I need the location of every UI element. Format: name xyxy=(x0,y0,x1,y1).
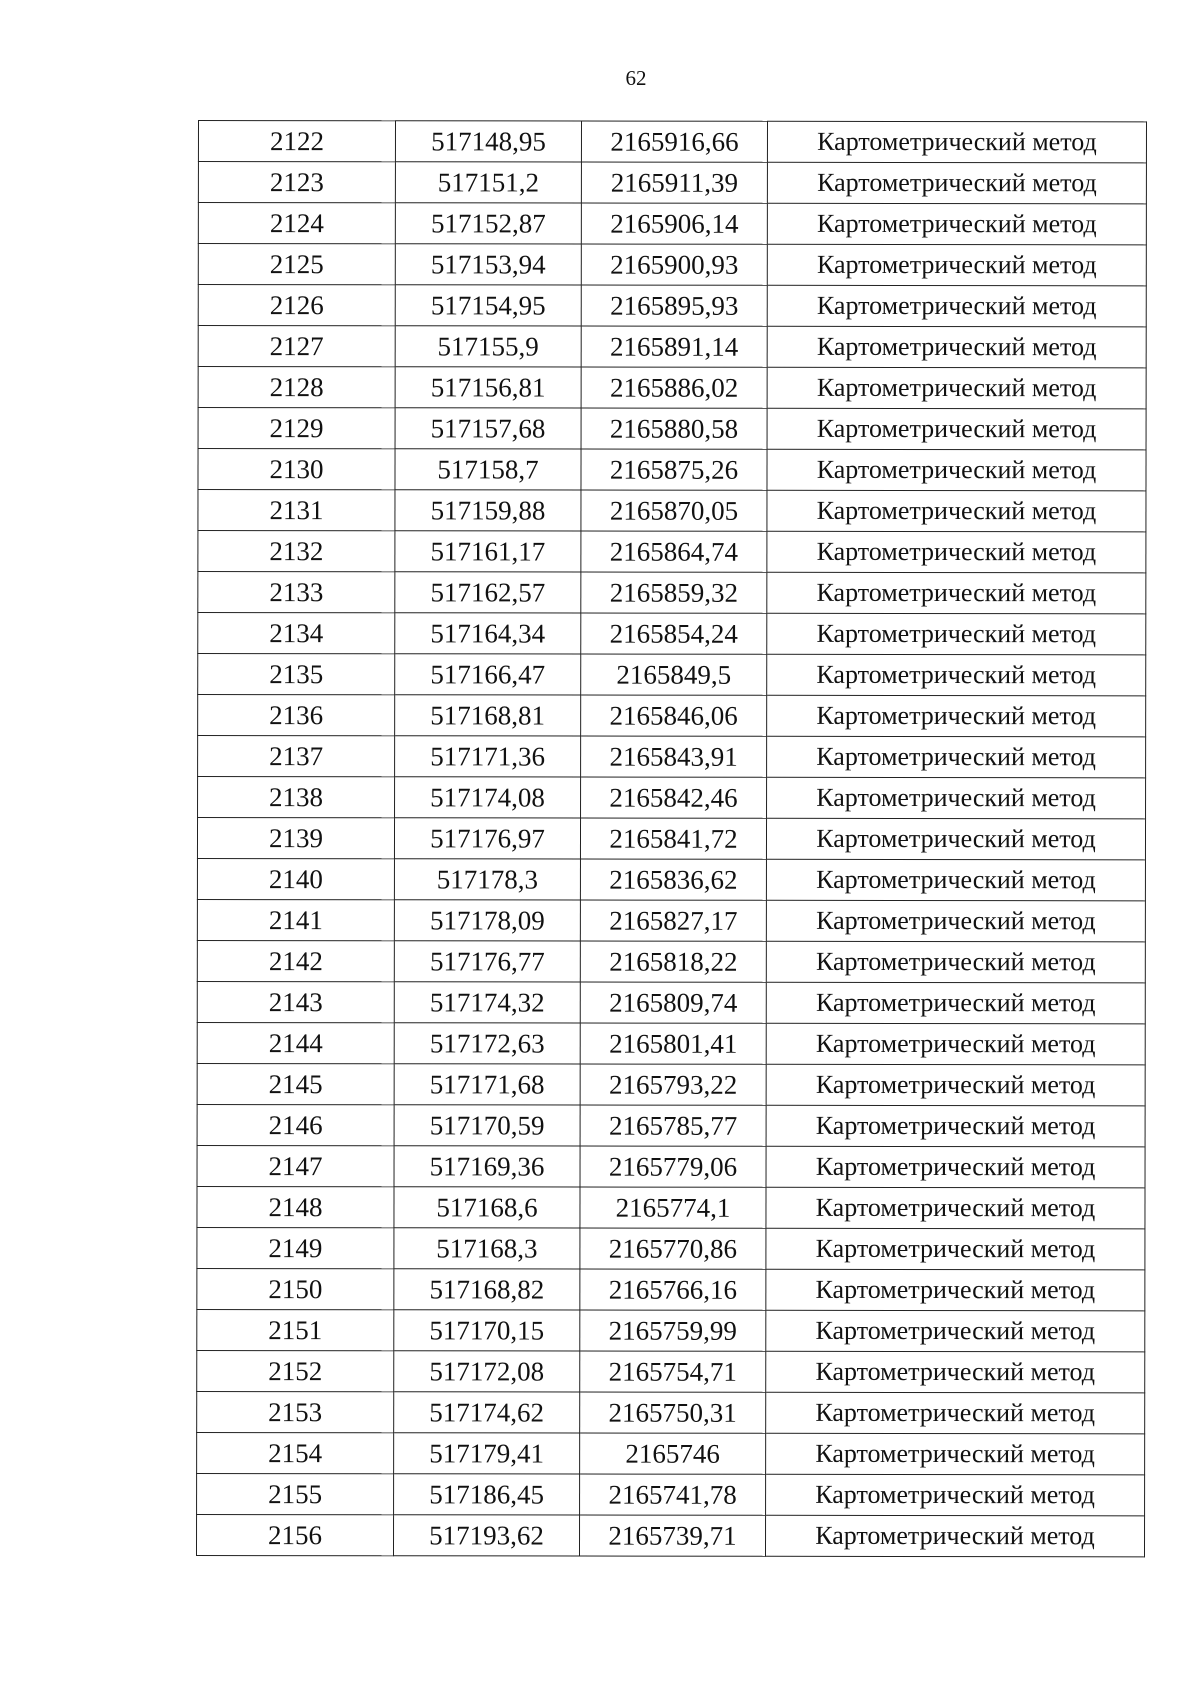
method-cell: Картометрический метод xyxy=(766,1269,1145,1311)
table-row xyxy=(197,1022,1145,1064)
table-row xyxy=(197,1309,1145,1351)
x-coordinate-cell: 517161,17 xyxy=(395,531,581,572)
point-number-cell: 2133 xyxy=(198,572,395,613)
table-row xyxy=(198,449,1146,491)
x-coordinate-cell: 517168,82 xyxy=(394,1269,580,1310)
point-number-cell: 2146 xyxy=(197,1104,394,1145)
y-coordinate-cell: 2165886,02 xyxy=(581,367,767,408)
y-coordinate-cell: 2165911,39 xyxy=(581,162,767,203)
table-row xyxy=(198,613,1146,655)
table-row xyxy=(198,285,1146,327)
method-cell: Картометрический метод xyxy=(766,1105,1145,1147)
coordinates-table-body xyxy=(196,121,1146,1557)
method-cell: Картометрический метод xyxy=(766,941,1145,983)
point-number-cell: 2142 xyxy=(197,940,394,981)
table-row xyxy=(197,940,1145,982)
method-cell: Картометрический метод xyxy=(767,121,1146,163)
point-number-cell: 2141 xyxy=(197,899,394,940)
method-cell: Картометрический метод xyxy=(767,613,1146,655)
x-coordinate-cell: 517172,63 xyxy=(394,1023,580,1064)
x-coordinate-cell: 517159,88 xyxy=(395,490,581,531)
method-cell: Картометрический метод xyxy=(767,777,1146,819)
y-coordinate-cell: 2165842,46 xyxy=(581,777,767,818)
table-row xyxy=(198,326,1146,368)
point-number-cell: 2137 xyxy=(198,736,395,777)
point-number-cell: 2144 xyxy=(197,1022,394,1063)
table-row xyxy=(198,367,1146,409)
table-row xyxy=(198,695,1146,737)
point-number-cell: 2126 xyxy=(198,285,395,326)
point-number-cell: 2125 xyxy=(198,244,395,285)
table-row xyxy=(198,490,1146,532)
point-number-cell: 2138 xyxy=(198,777,395,818)
method-cell: Картометрический метод xyxy=(766,1433,1145,1475)
y-coordinate-cell: 2165859,32 xyxy=(581,572,767,613)
table-row xyxy=(197,859,1145,901)
method-cell: Картометрический метод xyxy=(766,818,1145,860)
y-coordinate-cell: 2165841,72 xyxy=(580,818,766,859)
y-coordinate-cell: 2165875,26 xyxy=(581,449,767,490)
table-row xyxy=(198,736,1146,778)
x-coordinate-cell: 517170,59 xyxy=(394,1105,580,1146)
table-row xyxy=(198,203,1146,245)
y-coordinate-cell: 2165895,93 xyxy=(581,285,767,326)
table-row xyxy=(197,1391,1145,1433)
x-coordinate-cell: 517156,81 xyxy=(395,367,581,408)
y-coordinate-cell: 2165809,74 xyxy=(580,982,766,1023)
x-coordinate-cell: 517162,57 xyxy=(395,572,581,613)
x-coordinate-cell: 517164,34 xyxy=(395,613,581,654)
point-number-cell: 2136 xyxy=(198,695,395,736)
point-number-cell: 2127 xyxy=(198,326,395,367)
x-coordinate-cell: 517174,32 xyxy=(394,982,580,1023)
method-cell: Картометрический метод xyxy=(767,572,1146,614)
method-cell: Картометрический метод xyxy=(767,203,1146,245)
y-coordinate-cell: 2165864,74 xyxy=(581,531,767,572)
x-coordinate-cell: 517151,2 xyxy=(395,162,581,203)
table-row xyxy=(197,1145,1145,1187)
table-row xyxy=(197,899,1145,941)
method-cell: Картометрический метод xyxy=(766,1064,1145,1106)
point-number-cell: 2147 xyxy=(197,1145,394,1186)
method-cell: Картометрический метод xyxy=(767,367,1146,409)
x-coordinate-cell: 517170,15 xyxy=(394,1310,580,1351)
y-coordinate-cell: 2165891,14 xyxy=(581,326,767,367)
x-coordinate-cell: 517171,36 xyxy=(395,736,581,777)
point-number-cell: 2123 xyxy=(198,162,395,203)
method-cell: Картометрический метод xyxy=(767,162,1146,204)
x-coordinate-cell: 517157,68 xyxy=(395,408,581,449)
table-row xyxy=(198,654,1146,696)
table-row xyxy=(197,1104,1145,1146)
point-number-cell: 2122 xyxy=(198,121,395,162)
table-row xyxy=(198,244,1146,286)
y-coordinate-cell: 2165836,62 xyxy=(580,859,766,900)
method-cell: Картометрический метод xyxy=(766,1351,1145,1393)
y-coordinate-cell: 2165870,05 xyxy=(581,490,767,531)
y-coordinate-cell: 2165900,93 xyxy=(581,244,767,285)
method-cell: Картометрический метод xyxy=(766,900,1145,942)
y-coordinate-cell: 2165818,22 xyxy=(580,941,766,982)
method-cell: Картометрический метод xyxy=(765,1515,1144,1557)
x-coordinate-cell: 517178,09 xyxy=(394,900,580,941)
point-number-cell: 2148 xyxy=(197,1186,394,1227)
point-number-cell: 2134 xyxy=(198,613,395,654)
method-cell: Картометрический метод xyxy=(766,1474,1145,1516)
y-coordinate-cell: 2165843,91 xyxy=(581,736,767,777)
point-number-cell: 2155 xyxy=(197,1473,394,1514)
point-number-cell: 2149 xyxy=(197,1227,394,1268)
x-coordinate-cell: 517178,3 xyxy=(394,859,580,900)
x-coordinate-cell: 517193,62 xyxy=(393,1515,579,1556)
table-row xyxy=(196,1514,1144,1556)
x-coordinate-cell: 517172,08 xyxy=(394,1351,580,1392)
coordinates-table xyxy=(196,120,1147,1557)
x-coordinate-cell: 517152,87 xyxy=(395,203,581,244)
x-coordinate-cell: 517148,95 xyxy=(395,121,581,162)
point-number-cell: 2145 xyxy=(197,1063,394,1104)
y-coordinate-cell: 2165766,16 xyxy=(580,1269,766,1310)
x-coordinate-cell: 517155,9 xyxy=(395,326,581,367)
y-coordinate-cell: 2165916,66 xyxy=(581,121,767,162)
y-coordinate-cell: 2165801,41 xyxy=(580,1023,766,1064)
method-cell: Картометрический метод xyxy=(767,654,1146,696)
table-row xyxy=(197,818,1145,860)
x-coordinate-cell: 517176,97 xyxy=(394,818,580,859)
coordinates-table-container xyxy=(196,120,1146,1557)
point-number-cell: 2132 xyxy=(198,531,395,572)
y-coordinate-cell: 2165746 xyxy=(580,1433,766,1474)
table-row xyxy=(198,162,1146,204)
point-number-cell: 2135 xyxy=(198,654,395,695)
x-coordinate-cell: 517171,68 xyxy=(394,1064,580,1105)
table-row xyxy=(198,408,1146,450)
y-coordinate-cell: 2165759,99 xyxy=(580,1310,766,1351)
y-coordinate-cell: 2165846,06 xyxy=(581,695,767,736)
y-coordinate-cell: 2165880,58 xyxy=(581,408,767,449)
method-cell: Картометрический метод xyxy=(766,982,1145,1024)
x-coordinate-cell: 517168,81 xyxy=(395,695,581,736)
method-cell: Картометрический метод xyxy=(766,1187,1145,1229)
y-coordinate-cell: 2165906,14 xyxy=(581,203,767,244)
y-coordinate-cell: 2165849,5 xyxy=(581,654,767,695)
method-cell: Картометрический метод xyxy=(767,531,1146,573)
method-cell: Картометрический метод xyxy=(766,1023,1145,1065)
x-coordinate-cell: 517174,62 xyxy=(394,1392,580,1433)
method-cell: Картометрический метод xyxy=(767,408,1146,450)
table-row xyxy=(197,1473,1145,1515)
point-number-cell: 2128 xyxy=(198,367,395,408)
method-cell: Картометрический метод xyxy=(767,736,1146,778)
table-row xyxy=(197,1432,1145,1474)
table-row xyxy=(197,1350,1145,1392)
table-row xyxy=(197,981,1145,1023)
y-coordinate-cell: 2165793,22 xyxy=(580,1064,766,1105)
table-row xyxy=(197,1186,1145,1228)
point-number-cell: 2130 xyxy=(198,449,395,490)
y-coordinate-cell: 2165779,06 xyxy=(580,1146,766,1187)
method-cell: Картометрический метод xyxy=(767,326,1146,368)
table-row xyxy=(197,1063,1145,1105)
method-cell: Картометрический метод xyxy=(767,695,1146,737)
method-cell: Картометрический метод xyxy=(766,859,1145,901)
y-coordinate-cell: 2165827,17 xyxy=(580,900,766,941)
y-coordinate-cell: 2165754,71 xyxy=(580,1351,766,1392)
table-row xyxy=(198,572,1146,614)
y-coordinate-cell: 2165739,71 xyxy=(579,1515,765,1556)
point-number-cell: 2131 xyxy=(198,490,395,531)
x-coordinate-cell: 517166,47 xyxy=(395,654,581,695)
point-number-cell: 2139 xyxy=(197,818,394,859)
method-cell: Картометрический метод xyxy=(766,1146,1145,1188)
point-number-cell: 2129 xyxy=(198,408,395,449)
point-number-cell: 2140 xyxy=(197,859,394,900)
x-coordinate-cell: 517176,77 xyxy=(394,941,580,982)
method-cell: Картометрический метод xyxy=(766,1310,1145,1352)
point-number-cell: 2143 xyxy=(197,981,394,1022)
y-coordinate-cell: 2165854,24 xyxy=(581,613,767,654)
x-coordinate-cell: 517168,3 xyxy=(394,1228,580,1269)
y-coordinate-cell: 2165750,31 xyxy=(580,1392,766,1433)
table-row xyxy=(198,531,1146,573)
x-coordinate-cell: 517154,95 xyxy=(395,285,581,326)
point-number-cell: 2156 xyxy=(196,1514,393,1555)
y-coordinate-cell: 2165770,86 xyxy=(580,1228,766,1269)
method-cell: Картометрический метод xyxy=(766,1392,1145,1434)
point-number-cell: 2150 xyxy=(197,1268,394,1309)
x-coordinate-cell: 517158,7 xyxy=(395,449,581,490)
method-cell: Картометрический метод xyxy=(767,490,1146,532)
method-cell: Картометрический метод xyxy=(766,1228,1145,1270)
x-coordinate-cell: 517179,41 xyxy=(394,1433,580,1474)
point-number-cell: 2124 xyxy=(198,203,395,244)
point-number-cell: 2152 xyxy=(197,1350,394,1391)
table-row xyxy=(197,1268,1145,1310)
point-number-cell: 2151 xyxy=(197,1309,394,1350)
y-coordinate-cell: 2165785,77 xyxy=(580,1105,766,1146)
x-coordinate-cell: 517168,6 xyxy=(394,1187,580,1228)
method-cell: Картометрический метод xyxy=(767,449,1146,491)
method-cell: Картометрический метод xyxy=(767,285,1146,327)
table-row xyxy=(198,777,1146,819)
page-number: 62 xyxy=(625,66,647,90)
point-number-cell: 2154 xyxy=(197,1432,394,1473)
y-coordinate-cell: 2165774,1 xyxy=(580,1187,766,1228)
table-row xyxy=(197,1227,1145,1269)
x-coordinate-cell: 517174,08 xyxy=(395,777,581,818)
x-coordinate-cell: 517153,94 xyxy=(395,244,581,285)
point-number-cell: 2153 xyxy=(197,1391,394,1432)
table-row xyxy=(198,121,1146,163)
x-coordinate-cell: 517186,45 xyxy=(394,1474,580,1515)
x-coordinate-cell: 517169,36 xyxy=(394,1146,580,1187)
method-cell: Картометрический метод xyxy=(767,244,1146,286)
y-coordinate-cell: 2165741,78 xyxy=(580,1474,766,1515)
